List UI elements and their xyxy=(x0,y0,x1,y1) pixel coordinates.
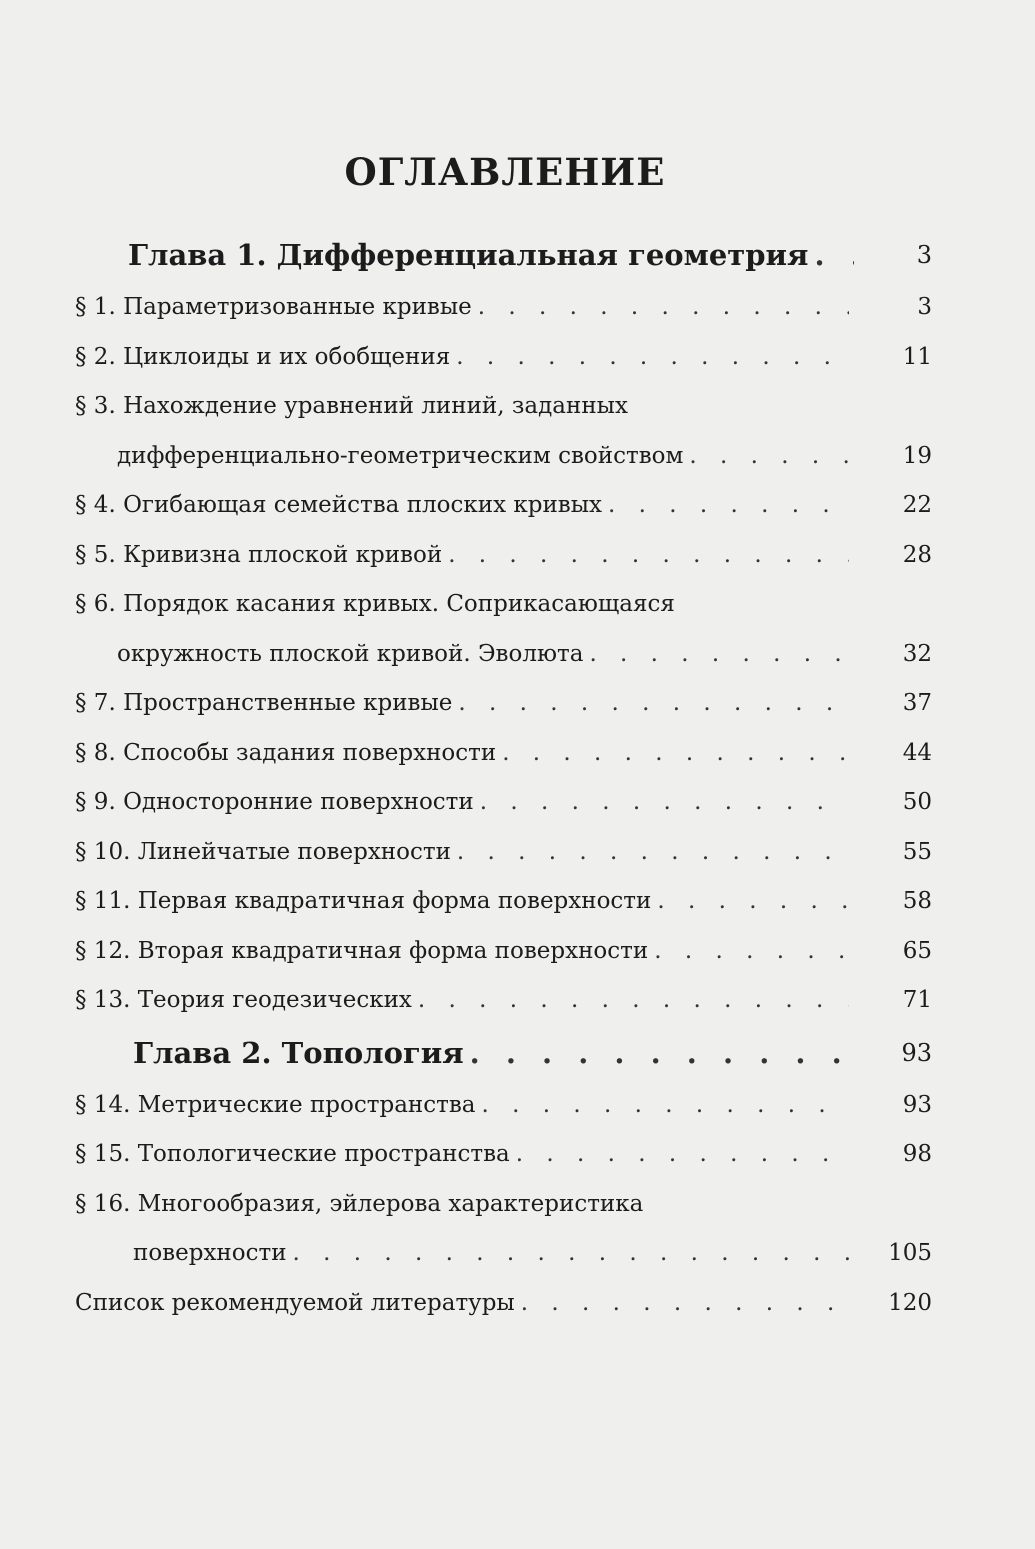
dot-leader xyxy=(516,1130,849,1180)
dot-leader xyxy=(589,630,849,680)
entry-first-line: § 6. Порядок касания кривых. Соприкасающаяся xyxy=(75,591,675,617)
toc-section-13 xyxy=(0,976,1035,1026)
toc-section-5 xyxy=(0,531,1035,581)
dot-leader xyxy=(689,432,849,482)
entry-text: § 12. Вторая квадратичная форма поверхности xyxy=(75,937,649,964)
entry-text: § 15. Топологические пространства xyxy=(75,1141,510,1167)
entry-text: § 9. Односторонние поверхности xyxy=(75,789,474,815)
toc-section-12 xyxy=(0,927,1035,977)
dot-leader xyxy=(448,531,849,581)
toc-heading: ОГЛАВЛЕНИЕ xyxy=(344,150,666,194)
page-number: 44 xyxy=(902,739,932,766)
entry-text: Список рекомендуемой литературы xyxy=(75,1289,515,1316)
toc-section-8 xyxy=(0,729,1035,779)
toc-section-1 xyxy=(0,283,1035,333)
table-of-contents xyxy=(0,228,1035,1328)
toc-section-4 xyxy=(0,481,1035,531)
entry-text: § 13. Теория геодезических xyxy=(75,987,412,1013)
entry-text: дифференциально-геометрическим свойством xyxy=(117,442,684,469)
entry-text: § 2. Циклоиды и их обобщения xyxy=(75,343,451,370)
dot-leader xyxy=(480,778,849,828)
dot-leader xyxy=(502,729,849,779)
toc-section-6 xyxy=(0,580,1035,679)
entry-text: § 4. Огибающая семейства плоских кривых xyxy=(75,492,603,518)
page-number: 50 xyxy=(902,789,932,815)
page-number: 93 xyxy=(902,1091,932,1118)
entry-text: § 8. Способы задания поверхности xyxy=(75,739,497,766)
toc-section-7 xyxy=(0,679,1035,729)
page-number: 22 xyxy=(902,492,932,518)
entry-text: поверхности xyxy=(133,1240,287,1266)
entry-text: § 10. Линейчатые поверхности xyxy=(75,838,451,865)
page-number: 120 xyxy=(888,1289,932,1316)
dot-leader xyxy=(470,1026,849,1081)
page-number: 71 xyxy=(902,987,932,1013)
dot-leader xyxy=(608,481,849,531)
entry-text: § 14. Метрические пространства xyxy=(75,1091,476,1118)
entry-text: § 7. Пространственные кривые xyxy=(75,690,453,716)
entry-text: Глава 2. Топология xyxy=(133,1035,464,1070)
dot-leader xyxy=(458,679,849,729)
dot-leader xyxy=(478,283,849,333)
page-number: 105 xyxy=(888,1240,932,1266)
dot-leader xyxy=(814,228,854,283)
entry-text: окружность плоской кривой. Эволюта xyxy=(117,640,584,667)
page-number: 98 xyxy=(902,1141,932,1167)
toc-section-2 xyxy=(0,333,1035,383)
entry-text: Глава 1. Дифференциальная геометрия xyxy=(128,238,809,272)
page-number: 11 xyxy=(902,343,932,370)
page-number: 65 xyxy=(902,937,932,964)
dot-leader xyxy=(654,927,849,977)
page-number: 28 xyxy=(902,541,932,568)
page-number: 37 xyxy=(902,690,932,716)
page-number: 3 xyxy=(917,294,932,320)
toc-section-3 xyxy=(0,382,1035,481)
page-number: 19 xyxy=(902,442,932,469)
toc-chapter-2 xyxy=(0,1026,1035,1081)
dot-leader xyxy=(293,1229,849,1279)
page-number: 93 xyxy=(901,1038,932,1067)
dot-leader xyxy=(521,1279,849,1329)
entry-text: § 11. Первая квадратичная форма поверхности xyxy=(75,888,652,914)
toc-section-15 xyxy=(0,1130,1035,1180)
toc-section-14 xyxy=(0,1081,1035,1131)
toc-section-9 xyxy=(0,778,1035,828)
dot-leader xyxy=(456,333,849,383)
toc-section-16 xyxy=(0,1180,1035,1279)
toc-section-11 xyxy=(0,877,1035,927)
page-number: 32 xyxy=(902,640,932,667)
dot-leader xyxy=(418,976,849,1026)
entry-first-line: § 3. Нахождение уравнений линий, заданных xyxy=(75,393,628,419)
toc-bibliography xyxy=(0,1279,1035,1329)
page-number: 3 xyxy=(916,241,932,269)
entry-text: § 5. Кривизна плоской кривой xyxy=(75,541,443,568)
page-number: 58 xyxy=(902,888,932,914)
entry-first-line: § 16. Многообразия, эйлерова характеристика xyxy=(75,1190,644,1217)
toc-chapter-1 xyxy=(0,228,1035,283)
toc-section-10 xyxy=(0,828,1035,878)
entry-text: § 1. Параметризованные кривые xyxy=(75,294,472,320)
dot-leader xyxy=(457,828,849,878)
dot-leader xyxy=(482,1081,849,1131)
page-number: 55 xyxy=(902,838,932,865)
dot-leader xyxy=(657,877,849,927)
